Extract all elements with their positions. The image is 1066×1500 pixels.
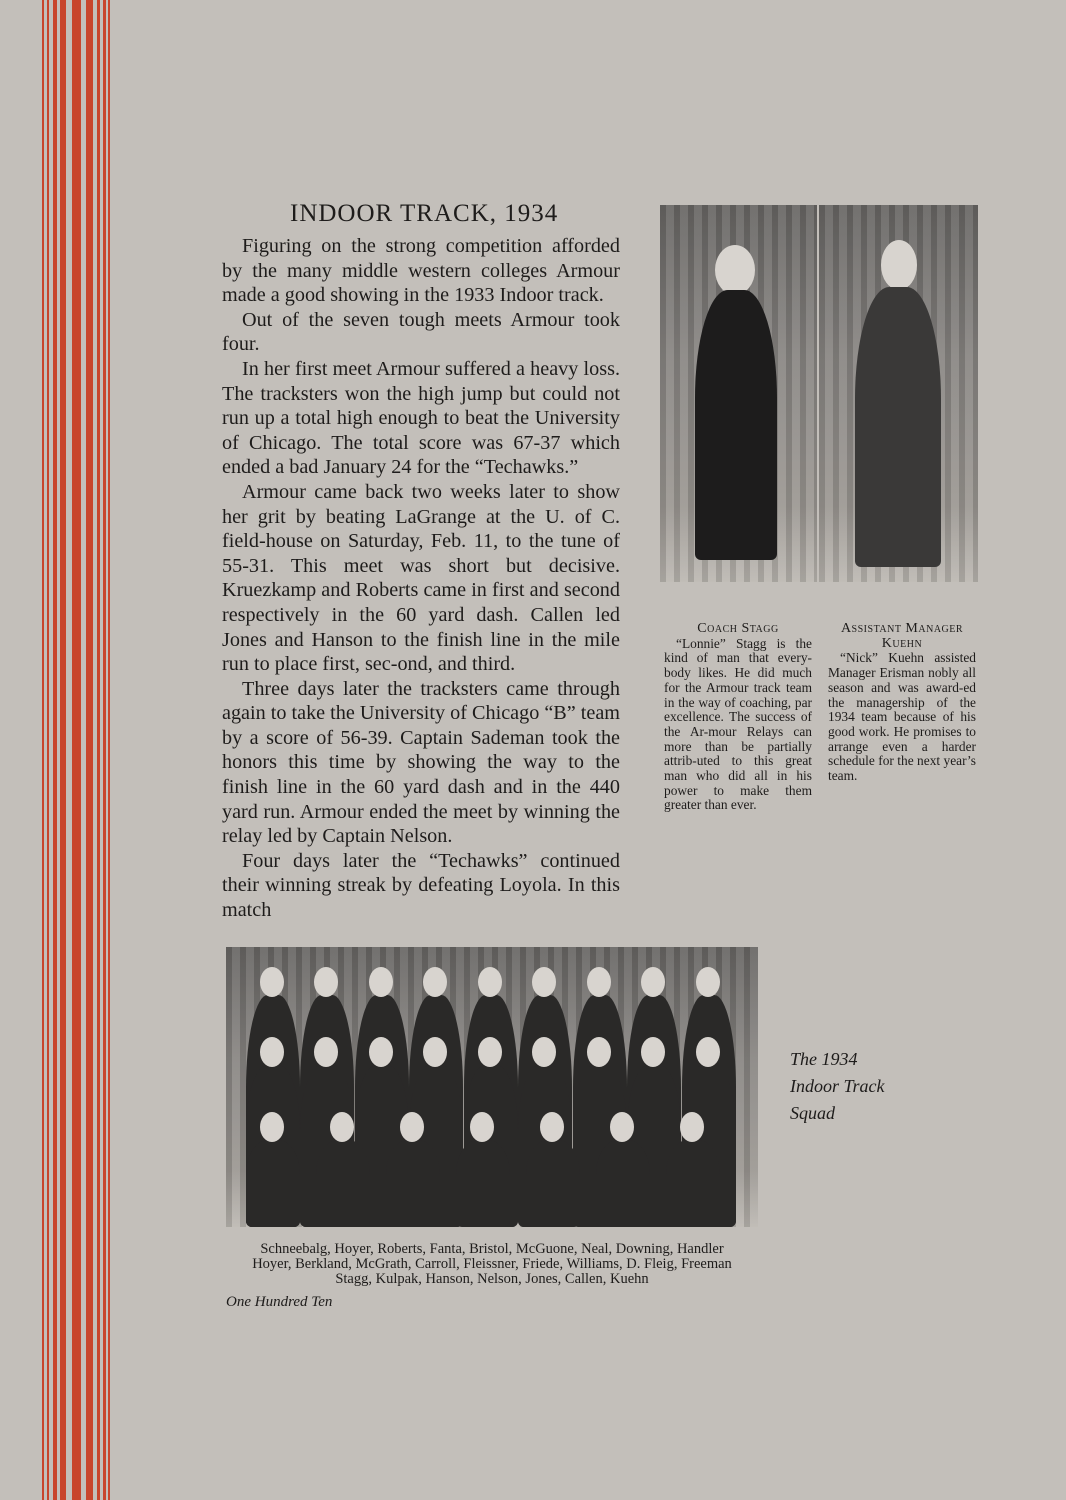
squad-member-head — [696, 1037, 720, 1067]
manager-heading-line2: Kuehn — [881, 635, 923, 651]
squad-member-head — [260, 1037, 284, 1067]
squad-member-head — [641, 967, 665, 997]
names-row: Hoyer, Berkland, McGrath, Carroll, Fleissner, Friede, Williams, D. Fleig, Freeman — [252, 1256, 732, 1272]
squad-member-body — [246, 1140, 300, 1227]
coach-caption — [664, 622, 812, 813]
squad-names — [226, 1242, 758, 1287]
squad-member-head — [680, 1112, 704, 1142]
page-number: One Hundred Ten — [226, 1294, 333, 1310]
squad-member-head — [260, 967, 284, 997]
squad-member-head — [400, 1112, 424, 1142]
caption-line: Indoor Track — [790, 1076, 885, 1096]
squad-member-head — [478, 1037, 502, 1067]
paragraph: Out of the seven tough meets Armour took four. — [222, 308, 620, 356]
manager-caption — [828, 622, 976, 784]
names-row: Schneebalg, Hoyer, Roberts, Fanta, Bristol, McGuone, Neal, Downing, Handler — [260, 1241, 724, 1257]
squad-member-head — [610, 1112, 634, 1142]
squad-member-head — [587, 1037, 611, 1067]
squad-photo — [226, 947, 758, 1227]
coach-heading: Coach Stagg — [697, 621, 779, 636]
squad-member-body — [316, 1140, 370, 1227]
manager-text: “Nick” Kuehn assisted Manager Erisman nobly all season and was award-ed the managership of the 1934 team because of his good work. He promises to arrange even a harder schedule for the next year’s team. — [828, 650, 976, 784]
squad-caption — [790, 1046, 885, 1127]
coach-photo — [660, 205, 817, 582]
squad-member-body — [596, 1140, 650, 1227]
squad-member-head — [641, 1037, 665, 1067]
squad-member-body — [456, 1140, 510, 1227]
squad-member-head — [696, 967, 720, 997]
squad-member-head — [260, 1112, 284, 1142]
article-title: INDOOR TRACK, 1934 — [290, 200, 559, 227]
paragraph: In her first meet Armour suffered a heavy loss. The tracksters won the high jump but could not run up a total high enough to beat the University of Chicago. The total score was 67-37 which ended a bad January 24 for the “Techawks.” — [222, 357, 620, 479]
caption-line: Squad — [790, 1103, 835, 1123]
manager-heading-line1: Assistant Manager — [840, 621, 964, 636]
squad-member-head — [470, 1112, 494, 1142]
coach-text: “Lonnie” Stagg is the kind of man that every-body likes. He did much for the Armour track team in the way of coaching, par excellence. The success of the Ar-mour Relays can more than be partially attrib-uted to this great man who did all in his power to make them greater than ever. — [664, 635, 812, 813]
article-body — [222, 234, 620, 923]
names-row: Stagg, Kulpak, Hanson, Nelson, Jones, Callen, Kuehn — [335, 1271, 649, 1287]
squad-member-head — [369, 967, 393, 997]
paragraph: Armour came back two weeks later to show her grit by beating LaGrange at the U. of C. field-house on Saturday, Feb. 11, to the tune of 55-31. This meet was short but decisive. Kruezkamp and Roberts came in first and second respectively in the 60 yard dash. Callen led Jones and Hanson to the finish line in the mile run to place first, sec-ond, and third. — [222, 480, 620, 676]
squad-member-head — [587, 967, 611, 997]
paragraph: Figuring on the strong competition afforded by the many middle western colleges Armour made a good showing in the 1933 Indoor track. — [222, 235, 620, 307]
squad-member-head — [369, 1037, 393, 1067]
squad-member-body — [666, 1140, 720, 1227]
squad-member-body — [526, 1140, 580, 1227]
paragraph: Three days later the tracksters came through again to take the University of Chicago “B” team by a score of 56-39. Captain Sademan took the honors this time by showing the way to the finish line in the 60 yard dash and in the 440 yard run. Armour ended the meet by winning the relay led by Captain Nelson. — [222, 677, 621, 848]
caption-line: The 1934 — [790, 1049, 858, 1069]
paragraph: Four days later the “Techawks” continued their winning streak by defeating Loyola. In this match — [222, 849, 620, 922]
squad-member-head — [478, 967, 502, 997]
squad-member-head — [330, 1112, 354, 1142]
squad-member-body — [386, 1140, 440, 1227]
manager-photo — [819, 205, 978, 582]
squad-member-head — [540, 1112, 564, 1142]
